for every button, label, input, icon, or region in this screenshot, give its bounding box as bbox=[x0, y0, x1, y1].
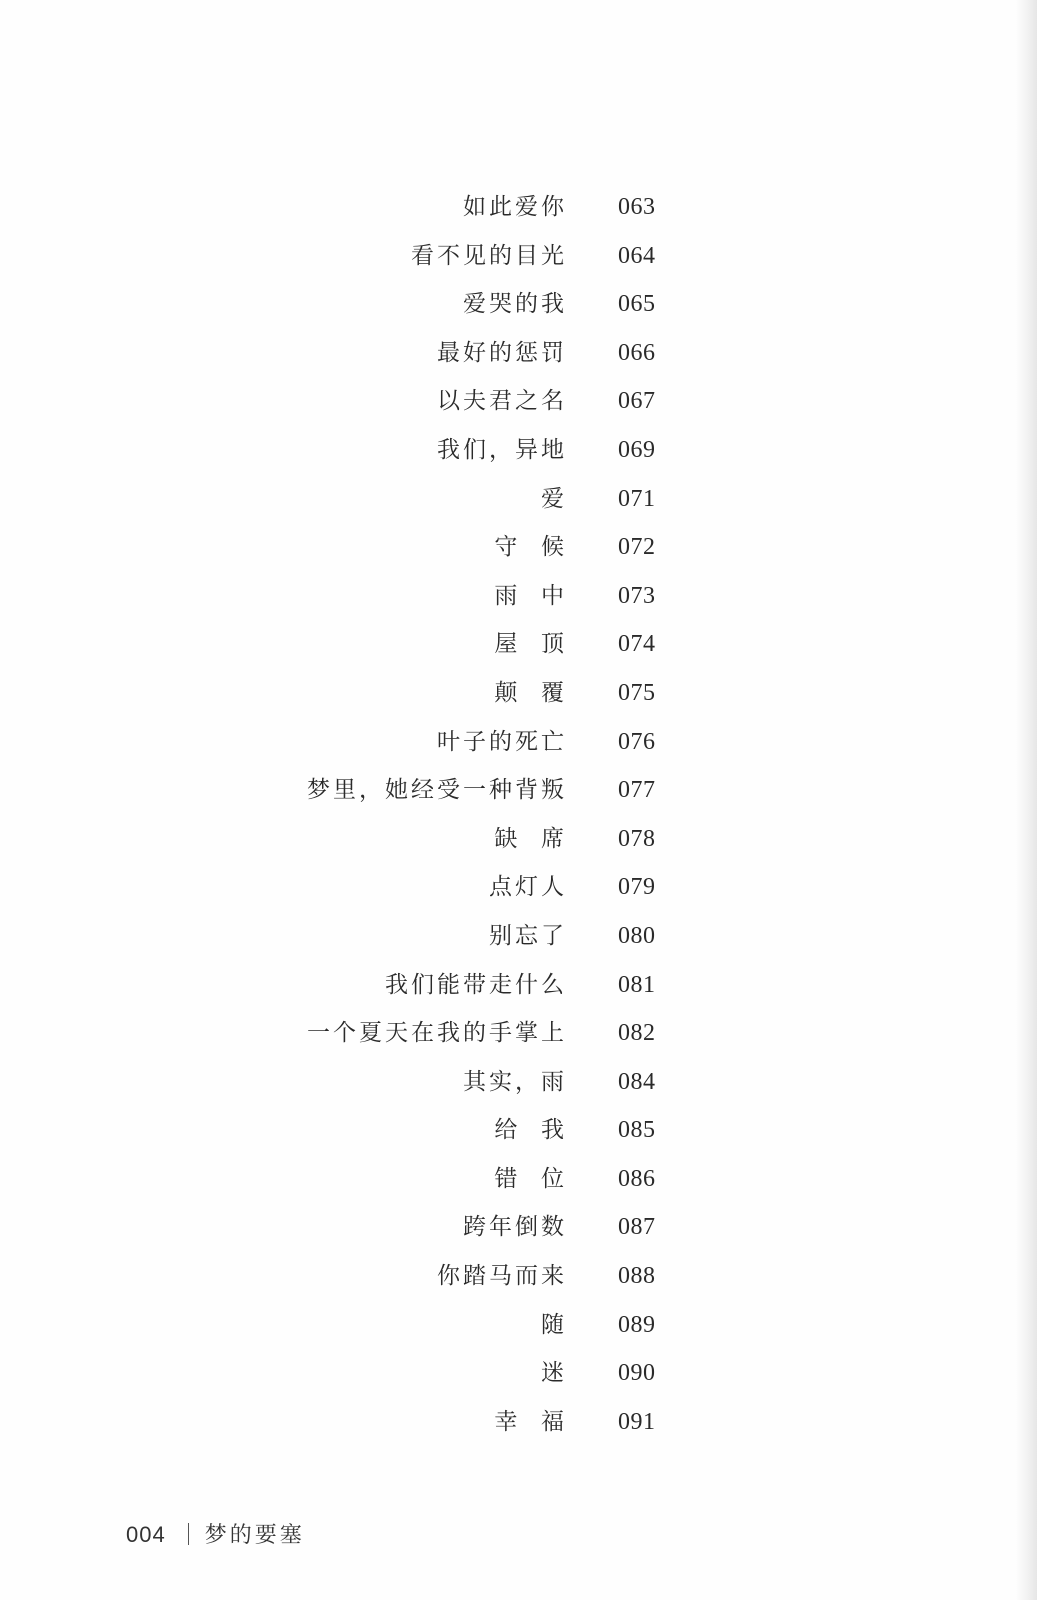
toc-entry-title: 颠 覆 bbox=[494, 679, 567, 706]
toc-entry-page-number: 076 bbox=[618, 728, 656, 755]
toc-entry-page-number: 087 bbox=[618, 1214, 656, 1241]
toc-entry-page-number: 067 bbox=[618, 388, 656, 415]
toc-entry[interactable] bbox=[0, 819, 1037, 868]
footer-divider bbox=[188, 1523, 189, 1545]
toc-entry-title: 爱哭的我 bbox=[463, 291, 567, 318]
toc-entry-page-number: 081 bbox=[618, 971, 656, 998]
toc-entry[interactable] bbox=[0, 867, 1037, 916]
toc-entry-page-number: 069 bbox=[618, 436, 656, 463]
toc-entry-page-number: 066 bbox=[618, 339, 656, 366]
toc-entry-title: 点灯人 bbox=[489, 874, 567, 901]
toc-entry-page-number: 072 bbox=[618, 534, 656, 561]
toc-entry-page-number: 073 bbox=[618, 582, 656, 609]
toc-entry-title: 我们，异地 bbox=[437, 436, 567, 463]
toc-entry-page-number: 086 bbox=[618, 1165, 656, 1192]
toc-entry-title: 一个夏天在我的手掌上 bbox=[307, 1020, 567, 1047]
toc-entry[interactable] bbox=[0, 624, 1037, 673]
toc-entry-title: 你踏马而来 bbox=[437, 1263, 567, 1290]
toc-entry[interactable] bbox=[0, 916, 1037, 965]
toc-entry-title: 给 我 bbox=[494, 1117, 567, 1144]
toc-entry-page-number: 090 bbox=[618, 1360, 656, 1387]
page-footer bbox=[98, 1490, 305, 1581]
toc-entry-title: 屋 顶 bbox=[494, 631, 567, 658]
toc-entry[interactable] bbox=[0, 284, 1037, 333]
toc-entry-page-number: 084 bbox=[618, 1068, 656, 1095]
toc-entry-title: 最好的惩罚 bbox=[437, 339, 567, 366]
toc-entry-page-number: 091 bbox=[618, 1408, 656, 1435]
toc-entry[interactable] bbox=[0, 770, 1037, 819]
toc-entry-page-number: 077 bbox=[618, 777, 656, 804]
toc-entry[interactable] bbox=[0, 576, 1037, 625]
toc-entry-title: 迷 bbox=[541, 1360, 567, 1387]
toc-entry[interactable] bbox=[0, 1013, 1037, 1062]
toc-entry-title: 如此爱你 bbox=[463, 194, 567, 220]
toc-entry-page-number: 065 bbox=[618, 291, 656, 318]
toc-entry[interactable] bbox=[0, 1159, 1037, 1208]
toc-entry-title: 缺 席 bbox=[494, 825, 567, 852]
toc-entry[interactable] bbox=[0, 673, 1037, 722]
toc-entry-title: 别忘了 bbox=[489, 922, 567, 949]
toc-entry-title: 幸 福 bbox=[494, 1408, 567, 1435]
toc-entry[interactable] bbox=[0, 1353, 1037, 1402]
toc-entry[interactable] bbox=[0, 187, 1037, 236]
toc-entry-title: 错 位 bbox=[494, 1165, 567, 1192]
toc-entry-title: 叶子的死亡 bbox=[437, 728, 567, 755]
toc-entry-page-number: 079 bbox=[618, 874, 656, 901]
toc-entry[interactable] bbox=[0, 1256, 1037, 1305]
toc-entry-title: 爱 bbox=[541, 485, 567, 512]
toc-entry-title: 梦里，她经受一种背叛 bbox=[307, 777, 567, 804]
toc-entry[interactable] bbox=[0, 1207, 1037, 1256]
toc-entry-page-number: 074 bbox=[618, 631, 656, 658]
toc-entry[interactable] bbox=[0, 722, 1037, 771]
toc-entry-page-number: 082 bbox=[618, 1020, 656, 1047]
table-of-contents bbox=[0, 187, 1037, 1450]
toc-entry-page-number: 080 bbox=[618, 922, 656, 949]
toc-entry-page-number: 075 bbox=[618, 679, 656, 706]
toc-entry-title: 看不见的目光 bbox=[411, 242, 567, 269]
toc-entry[interactable] bbox=[0, 333, 1037, 382]
toc-entry[interactable] bbox=[0, 236, 1037, 285]
toc-entry[interactable] bbox=[0, 479, 1037, 528]
toc-entry-title: 跨年倒数 bbox=[463, 1214, 567, 1241]
toc-entry-page-number: 071 bbox=[618, 485, 656, 512]
toc-entry[interactable] bbox=[0, 1110, 1037, 1159]
toc-entry[interactable] bbox=[0, 527, 1037, 576]
footer-book-title: 梦的要塞 bbox=[204, 1523, 305, 1548]
toc-entry[interactable] bbox=[0, 381, 1037, 430]
toc-entry[interactable] bbox=[0, 1305, 1037, 1354]
toc-entry-page-number: 085 bbox=[618, 1117, 656, 1144]
toc-entry[interactable] bbox=[0, 430, 1037, 479]
toc-entry-title: 以夫君之名 bbox=[437, 388, 567, 415]
toc-entry[interactable] bbox=[0, 1062, 1037, 1111]
footer-page-number: 004 bbox=[125, 1522, 166, 1547]
toc-entry-page-number: 078 bbox=[618, 825, 656, 852]
toc-entry-title: 随 bbox=[541, 1311, 567, 1338]
toc-entry-title: 雨 中 bbox=[494, 582, 567, 609]
toc-entry-title: 守 候 bbox=[494, 534, 567, 561]
toc-entry[interactable] bbox=[0, 965, 1037, 1014]
toc-entry-page-number: 063 bbox=[618, 194, 656, 220]
toc-entry-page-number: 089 bbox=[618, 1311, 656, 1338]
toc-entry[interactable] bbox=[0, 1402, 1037, 1451]
toc-entry-title: 其实，雨 bbox=[463, 1068, 567, 1095]
toc-entry-page-number: 064 bbox=[618, 242, 656, 269]
toc-entry-page-number: 088 bbox=[618, 1263, 656, 1290]
toc-entry-title: 我们能带走什么 bbox=[385, 971, 567, 998]
